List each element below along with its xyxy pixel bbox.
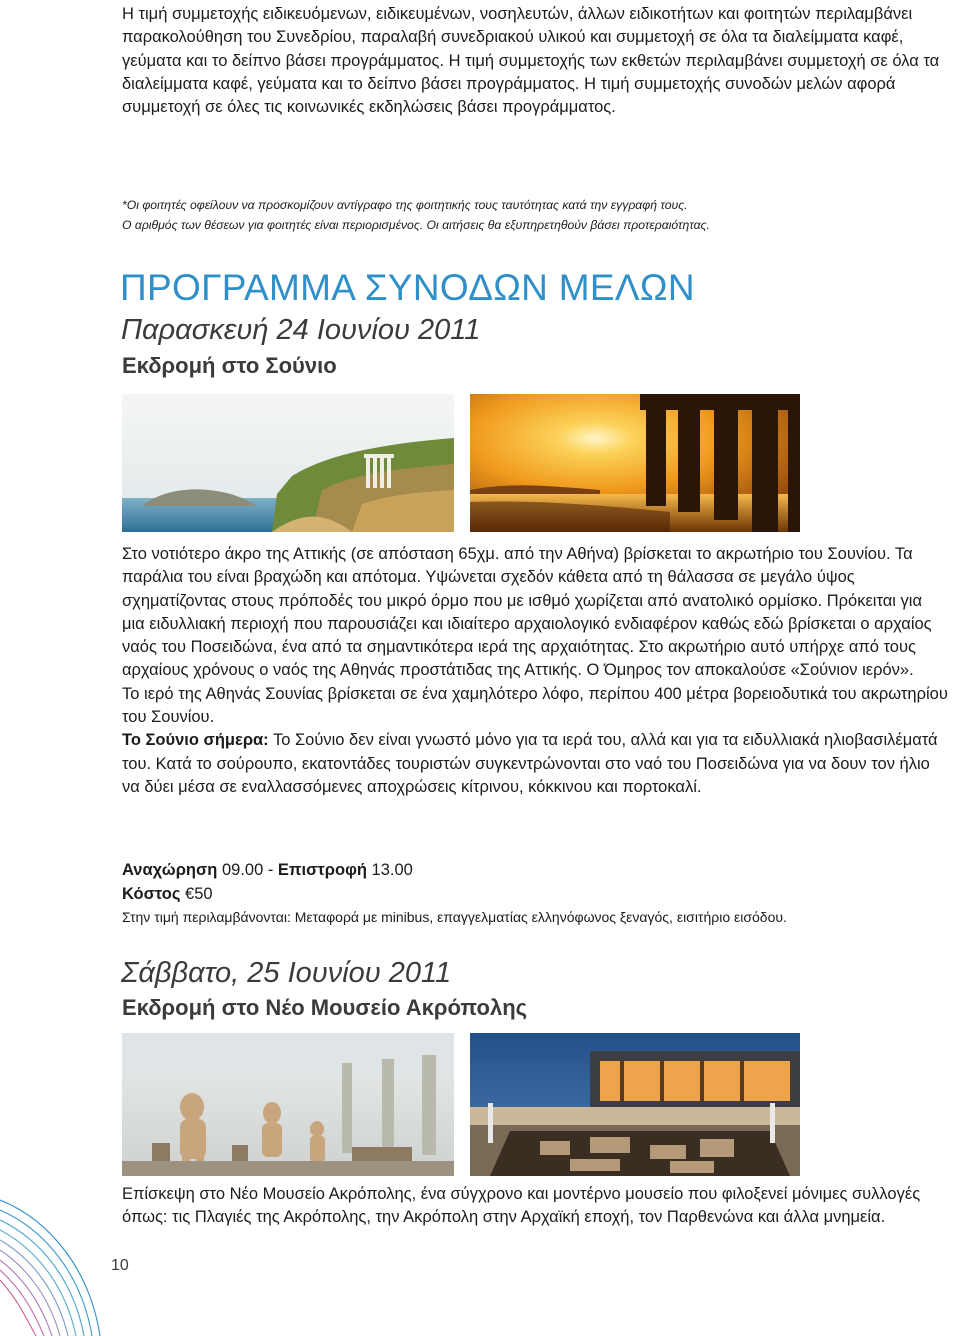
day2-date: Σάββατο, 25 Ιουνίου 2011 — [121, 957, 452, 989]
sounio-today-text: Το Σούνιο δεν είναι γνωστό μόνο για τα ιερά του, αλλά και για τα ειδυλλιακά ηλιοβασιλέματά του. Κατά το σούρουπο, εκατοντάδες τουριστών συγκεντρώνονται στο ναό του Ποσειδώνα για να δουν τον ήλιο να δύει μέσα σε εναλλασσόμενες αποχρώσεις κίτρινου, κόκκινου και πορτοκαλί. — [122, 731, 938, 796]
day2-excursion-title: Εκδρομή στο Νέο Μουσείο Ακρόπολης — [122, 995, 528, 1020]
student-notes — [122, 195, 948, 235]
museum-entrance-photo — [470, 1033, 800, 1176]
day1-schedule — [122, 858, 413, 906]
intro-sentence-2: Η τιμή συμμετοχής των εκθετών περιλαμβάνει συμμετοχή σε όλα τα διαλείμματα καφέ, γεύματα και το δείπνο βάσει προγράμματος. — [122, 51, 940, 93]
sounio-coast-photo — [122, 394, 454, 532]
intro-paragraph — [122, 3, 948, 119]
page-number: 10 — [111, 1257, 129, 1274]
departure-time: 09.00 - — [217, 861, 278, 879]
student-note-line-1: *Οι φοιτητές οφείλουν να προσκομίζουν αντίγραφο της φοιτητικής τους ταυτότητας κατά την εγγραφή τους. — [122, 198, 688, 212]
cost-line — [122, 882, 413, 906]
day1-excursion-title: Εκδρομή στο Σούνιο — [122, 353, 337, 378]
intro-sentence-1: Η τιμή συμμετοχής ειδικευόμενων, ειδικευμένων, νοσηλευτών, άλλων ειδικοτήτων και φοιτητών περιλαμβάνει παρακολούθηση του Συνεδρίου, παραλαβή συνεδριακού υλικού και συμμετοχή σε όλα τα διαλείμματα καφέ, γεύματα και το δείπνο βάσει προγράμματος. — [122, 5, 913, 70]
cost-label: Κόστος — [122, 885, 181, 903]
departure-label: Αναχώρηση — [122, 861, 218, 879]
day1-includes: Στην τιμή περιλαμβάνονται: Μεταφορά με minibus, επαγγελματίας ελληνόφωνος ξεναγός, εισιτήριο εισόδου. — [122, 909, 787, 925]
return-label: Επιστροφή — [277, 861, 367, 879]
day1-description — [122, 543, 948, 799]
sounio-sunset-photo — [470, 394, 800, 532]
day2-description: Επίσκεψη στο Νέο Μουσείο Ακρόπολης, ένα σύγχρονο και μοντέρνο μουσείο που φιλοξενεί μόνιμες συλλογές όπως: τις Πλαγιές της Ακρόπολης, την Ακρόπολη στην Αρχαϊκή εποχή, τον Παρθενώνα και άλλα μνημεία. — [122, 1185, 921, 1227]
intro-sentence-3: Η τιμή συμμετοχής συνοδών μελών αφορά συμμετοχή σε όλες τις κοινωνικές εκδηλώσεις βάσει προγράμματος. — [122, 74, 896, 117]
cost-value: €50 — [180, 885, 213, 903]
sounio-today-label: Το Σούνιο σήμερα: — [122, 731, 269, 750]
day1-date: Παρασκευή 24 Ιουνίου 2011 — [121, 314, 481, 346]
day1-body-text: Στο νοτιότερο άκρο της Αττικής (σε απόσταση 65χμ. από την Αθήνα) βρίσκεται το ακρωτήριο του Σουνίου. Τα παράλια του είναι βραχώδη και απότομα. Υψώνεται σχεδόν κάθετα από τη θάλασσα σε μεγάλο ύψος σχηματίζοντας στους πρόποδές του μικρό όρμο που με ισθμό χωρίζεται από ανατολικό ορμίσκο. Πρόκειται για μια ειδυλλιακή περιοχή που παρουσιάζει και ιδιαίτερο αρχαιολογικό ενδιαφέρον καθώς εδώ βρίσκεται ο αρχαίος ναός του Ποσειδώνα, ένα από τα σημαντικότερα ιερά της αρχαιότητας. Στο ακρωτήριο αυτό υπήρχε από τους αρχαίους χρόνους ο ναός της Αθηνάς προστάτιδας της Αττικής. Ο Όμηρος τον αποκαλούσε «Σούνιον ιερόν». — [122, 545, 932, 680]
departure-return-line — [122, 858, 413, 882]
museum-sculptures-photo — [122, 1033, 454, 1176]
student-note-line-2: Ο αριθμός των θέσεων για φοιτητές είναι περιορισμένος. Οι αιτήσεις θα εξυπηρετηθούν βάσει προτεραιότητας. — [122, 218, 710, 232]
program-title: ΠΡΟΓΡΑΜΜΑ ΣΥΝΟΔΩΝ ΜΕΛΩΝ — [120, 267, 695, 308]
return-time: 13.00 — [366, 861, 413, 879]
decorative-swirl — [0, 1160, 110, 1336]
day1-body-text-2: Το ιερό της Αθηνάς Σουνίας βρίσκεται σε ένα χαμηλότερο λόφο, περίπου 400 μέτρα βορειοδυτικά του ακρωτηρίου του Σουνίου. — [122, 684, 948, 727]
